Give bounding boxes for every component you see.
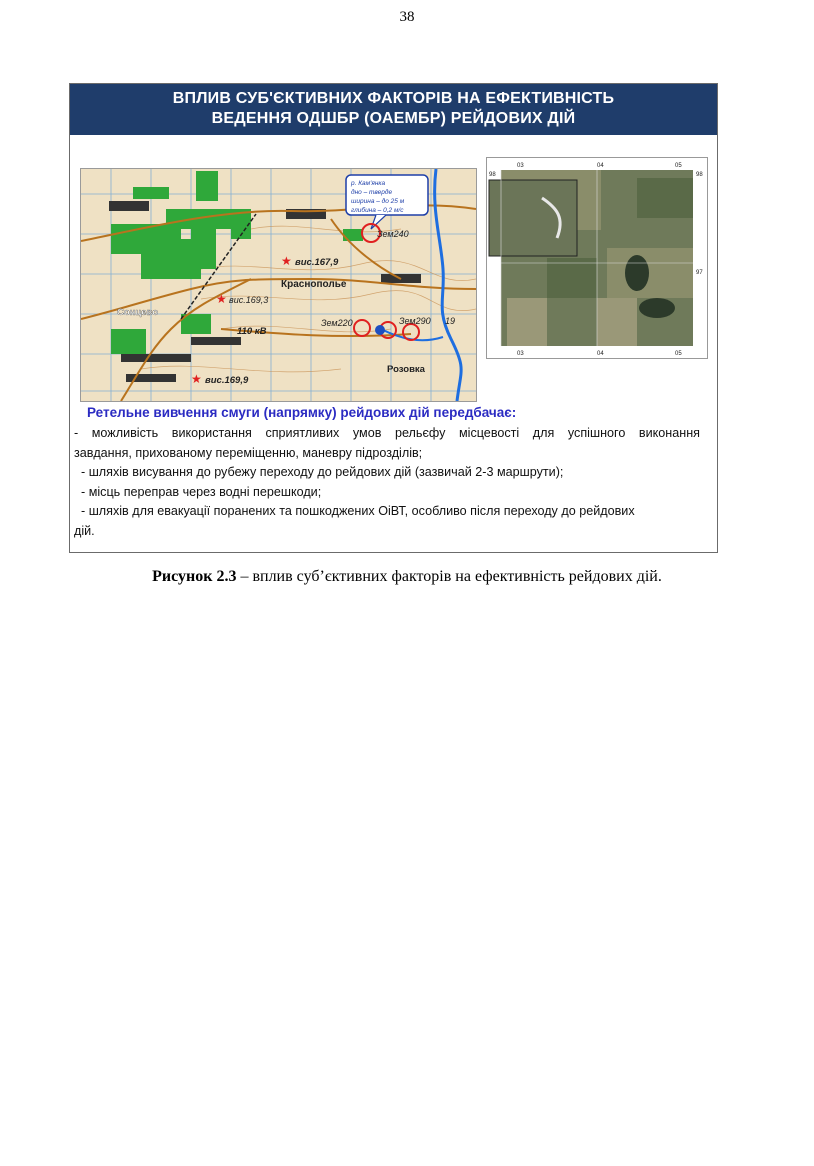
caption-text: – вплив суб’єктивних факторів на ефективність рейдових дій. (236, 568, 662, 585)
label-rozovka: Розовка (387, 364, 425, 375)
slide-bullet-list (74, 424, 700, 542)
crossing-circle-2 (354, 320, 370, 336)
label-vys-169-3: вис.169,3 (229, 295, 269, 305)
sat-top-tick-3: 05 (675, 163, 682, 169)
crossing-circle-4 (403, 324, 419, 340)
slide-title-line1: ВПЛИВ СУБ'ЄКТИВНИХ ФАКТОРІВ НА ЕФЕКТИВНІСТЬ (172, 90, 615, 107)
ford-marker (375, 325, 385, 335)
caption-label: Рисунок 2.3 (152, 568, 237, 585)
label-vys-167-9: вис.167,9 (295, 257, 339, 268)
callout-line4: глибина – 0,2 м/с (351, 207, 404, 214)
sat-bottom-tick-3: 05 (675, 351, 682, 357)
topographic-map (80, 168, 477, 402)
sat-left-tick-2: 97 (491, 270, 498, 276)
callout-line3: ширина – до 25 м (351, 198, 405, 205)
star-marker-1: ★ (281, 254, 292, 268)
satellite-inset (489, 180, 577, 256)
bullet-1-line2: завдання, прихованому переміщенню, маневру підрозділів; (74, 445, 423, 460)
sat-top-tick-1: 03 (517, 163, 524, 169)
figure-caption (0, 568, 814, 586)
bullet-4-line2: дій. (74, 523, 95, 538)
label-krasnopolie: Краснополье (281, 279, 347, 290)
sat-bottom-tick-2: 04 (597, 351, 604, 357)
star-marker-2: ★ (216, 292, 227, 306)
label-zem240: Зем240 (377, 229, 409, 239)
star-marker-3: ★ (191, 372, 202, 386)
sat-left-tick-1: 98 (489, 172, 496, 178)
bullet-4-line1: - шляхів для евакуації поранених та пошкоджених ОіВТ, особливо після переходу до рейдових (81, 504, 635, 519)
sat-right-tick-1: 98 (696, 172, 703, 178)
map-overlays (81, 169, 476, 401)
figure-slide (69, 83, 718, 553)
sat-right-tick-2: 97 (696, 270, 703, 276)
slide-title (70, 84, 717, 135)
slide-title-line2: ВЕДЕННЯ ОДШБР (ОАЕМБР) РЕЙДОВИХ ДІЙ (211, 110, 576, 127)
label-vys-169-9: вис.169,9 (205, 375, 249, 386)
bullet-3: - місць переправ через водні перешкоди; (81, 484, 322, 499)
label-zem220: Зем220 (321, 318, 353, 328)
page-number: 38 (399, 9, 415, 25)
sat-bottom-tick-1: 03 (517, 351, 524, 357)
satellite-image (486, 157, 708, 359)
label-zem290: Зем290 (399, 316, 431, 326)
sat-top-tick-2: 04 (597, 163, 604, 169)
callout-line2: дно – тверде (351, 189, 393, 196)
label-19: 19 (445, 316, 456, 326)
bullet-1-line1: - можливість використання сприятливих умов рельєфу місцевості для успішного виконання (74, 426, 700, 440)
bullet-2: - шляхів висування до рубежу переходу до рейдових дій (зазвичай 2-3 маршрути); (81, 465, 564, 480)
label-110kv-a: 110 кВ (237, 326, 267, 337)
callout-line1: р. Кам'янка (351, 180, 386, 187)
slide-subtitle: Ретельне вивчення смуги (напрямку) рейдових дій передбачає: (87, 405, 517, 420)
satellite-drawing (487, 158, 707, 358)
label-solntsevo: Сонцево (117, 307, 159, 318)
